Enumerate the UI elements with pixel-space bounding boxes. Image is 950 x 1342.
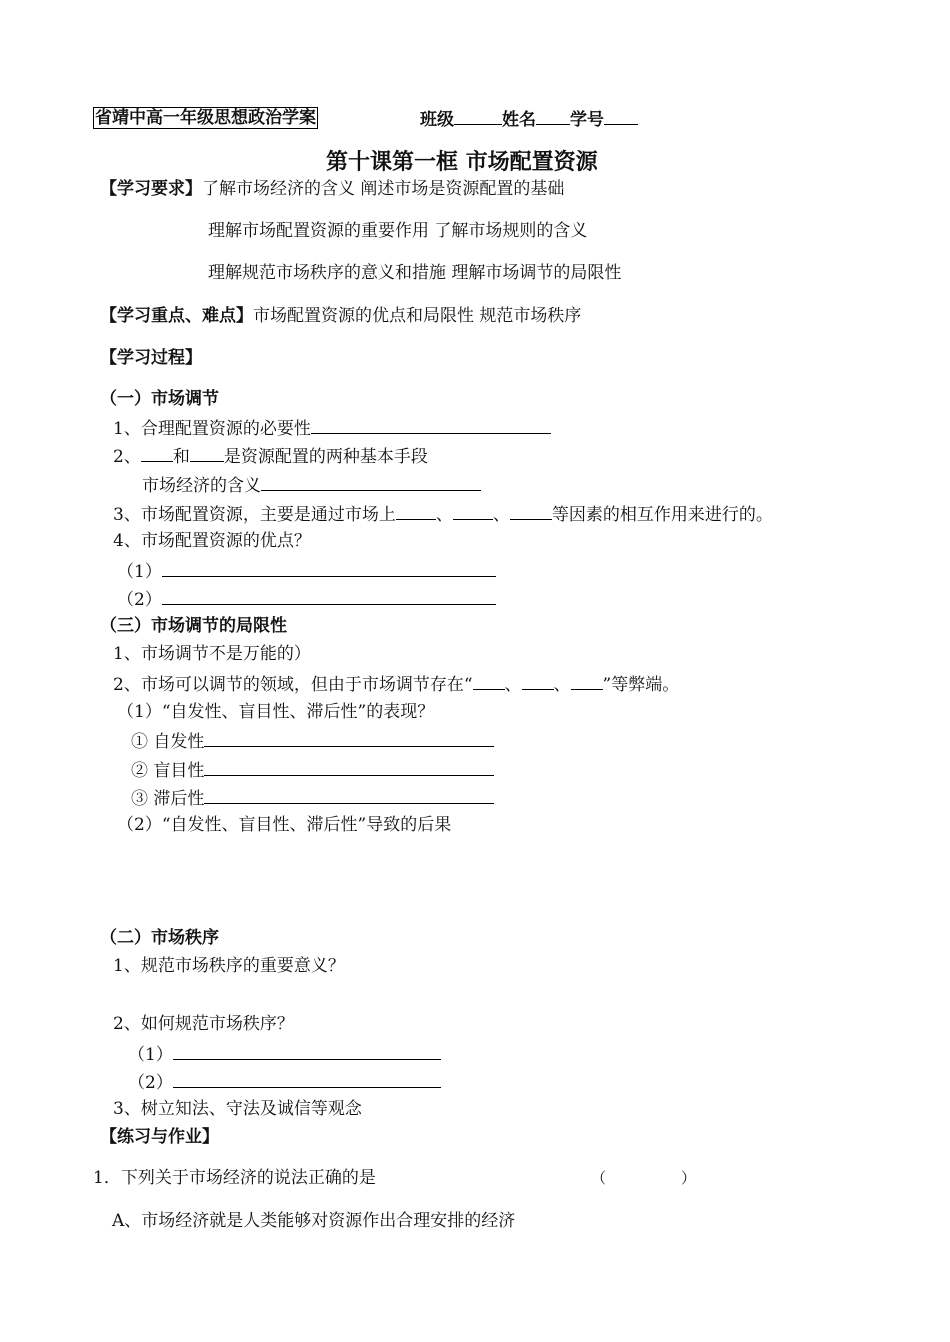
- sec1-q2: [113, 443, 428, 469]
- sec3-c3: [131, 785, 494, 811]
- sec1-a1: [117, 558, 496, 584]
- sec1-q1-blank[interactable]: [311, 415, 551, 434]
- sec3-c2-label: ② 盲目性: [131, 761, 205, 781]
- practice-q1-option-a[interactable]: A、市场经济就是人类能够对资源作出合理安排的经济: [112, 1211, 516, 1231]
- section1-heading: （一）市场调节: [100, 389, 219, 409]
- sec1-q2-sub: [142, 472, 481, 498]
- header: [93, 106, 318, 130]
- sec3-q1: 1、市场调节不是万能的）: [113, 644, 311, 664]
- sec3-q2-blank1[interactable]: [473, 671, 505, 690]
- sec1-q2-sub-blank[interactable]: [261, 472, 481, 491]
- requirements-line3: 理解规范市场秩序的意义和措施 理解市场调节的局限性: [208, 263, 622, 283]
- id-label: 学号: [570, 110, 604, 130]
- practice-q1: 1．下列关于市场经济的说法正确的是: [93, 1168, 376, 1188]
- sec2-a2-blank[interactable]: [173, 1069, 441, 1088]
- section2-heading: （二）市场秩序: [100, 928, 219, 948]
- focus-label: 【学习重点、难点】: [100, 306, 253, 326]
- sec1-a1-blank[interactable]: [162, 558, 496, 577]
- sec2-q2: 2、如何规范市场秩序？: [113, 1014, 294, 1034]
- sec3-q2-blank2[interactable]: [522, 671, 554, 690]
- sec1-a1-label: （1）: [117, 562, 162, 582]
- school-title-box: 省靖中高一年级思想政治学案: [95, 108, 316, 128]
- sec2-q3: 3、树立知法、守法及诚信等观念: [113, 1099, 362, 1119]
- sec3-c1-blank[interactable]: [204, 728, 494, 747]
- sec1-q2-suffix: 是资源配置的两种基本手段: [223, 447, 428, 467]
- practice-label: 【练习与作业】: [100, 1127, 219, 1147]
- student-info: [420, 106, 638, 132]
- page-title: 第十课第一框 市场配置资源: [326, 150, 598, 175]
- sec1-q3-blank1[interactable]: [396, 501, 436, 520]
- class-label: 班级: [420, 110, 454, 130]
- section3-heading: （三）市场调节的局限性: [100, 616, 287, 636]
- answer-paren-close: ）: [681, 1169, 697, 1187]
- sec1-q3-suffix: 等因素的相互作用来进行的。: [551, 505, 773, 525]
- sec1-q2-sub-text: 市场经济的含义: [142, 476, 261, 496]
- sec2-a1-label: （1）: [128, 1045, 173, 1065]
- focus-line: [100, 304, 581, 328]
- sec1-q3-prefix: 3、市场配置资源，主要是通过市场上: [113, 505, 396, 525]
- sec3-c1: [131, 728, 494, 754]
- sec3-c2: [131, 757, 494, 783]
- sec1-a2: [117, 586, 496, 612]
- sec1-q3-blank2[interactable]: [453, 501, 493, 520]
- name-blank[interactable]: [536, 106, 570, 125]
- process-label: 【学习过程】: [100, 348, 202, 368]
- sec2-a2: [128, 1069, 441, 1095]
- sec1-q1-text: 1、合理配置资源的必要性: [113, 419, 311, 439]
- sec3-s2: （2）“自发性、盲目性、滞后性”导致的后果: [117, 815, 452, 835]
- sec1-q4: 4、市场配置资源的优点？: [113, 531, 311, 551]
- sec1-q3-sep2: 、: [492, 505, 510, 525]
- requirements-text1: 了解市场经济的含义 阐述市场是资源配置的基础: [202, 179, 565, 199]
- sec3-q2-prefix: 2、市场可以调节的领域，但由于市场调节存在“: [113, 675, 473, 695]
- id-blank[interactable]: [604, 106, 638, 125]
- sec2-q1: 1、规范市场秩序的重要意义？: [113, 956, 345, 976]
- sec1-q3: [113, 501, 773, 527]
- requirements-line1: [100, 177, 564, 201]
- sec3-c3-blank[interactable]: [204, 785, 494, 804]
- sec3-c1-label: ① 自发性: [131, 732, 205, 752]
- sec1-q1: [113, 415, 551, 441]
- answer-paren-open: （: [591, 1169, 607, 1187]
- requirements-label: 【学习要求】: [100, 179, 202, 199]
- requirements-line2: 理解市场配置资源的重要作用 了解市场规则的含义: [208, 221, 588, 241]
- sec1-q2-blank1[interactable]: [141, 443, 173, 462]
- sec3-q2-blank3[interactable]: [571, 671, 603, 690]
- class-blank[interactable]: [454, 106, 502, 125]
- sec1-q3-blank3[interactable]: [510, 501, 552, 520]
- sec2-a1: [128, 1041, 441, 1067]
- sec1-q2-blank2[interactable]: [190, 443, 224, 462]
- sec1-a2-label: （2）: [117, 590, 162, 610]
- sec3-q2-sep2: 、: [553, 675, 571, 695]
- sec1-a2-blank[interactable]: [162, 586, 496, 605]
- sec2-a1-blank[interactable]: [173, 1041, 441, 1060]
- sec1-q2-prefix: 2、: [113, 447, 141, 467]
- sec3-c2-blank[interactable]: [204, 757, 494, 776]
- focus-text: 市场配置资源的优点和局限性 规范市场秩序: [253, 306, 582, 326]
- sec3-c3-label: ③ 滞后性: [131, 789, 205, 809]
- sec3-q2: [113, 671, 679, 697]
- sec2-a2-label: （2）: [128, 1073, 173, 1093]
- name-label: 姓名: [502, 110, 536, 130]
- sec3-s1: （1）“自发性、盲目性、滞后性”的表现？: [117, 702, 435, 722]
- sec3-q2-suffix: ”等弊端。: [602, 675, 680, 695]
- sec1-q3-sep1: 、: [435, 505, 453, 525]
- sec3-q2-sep1: 、: [504, 675, 522, 695]
- sec1-q2-and: 和: [172, 447, 190, 467]
